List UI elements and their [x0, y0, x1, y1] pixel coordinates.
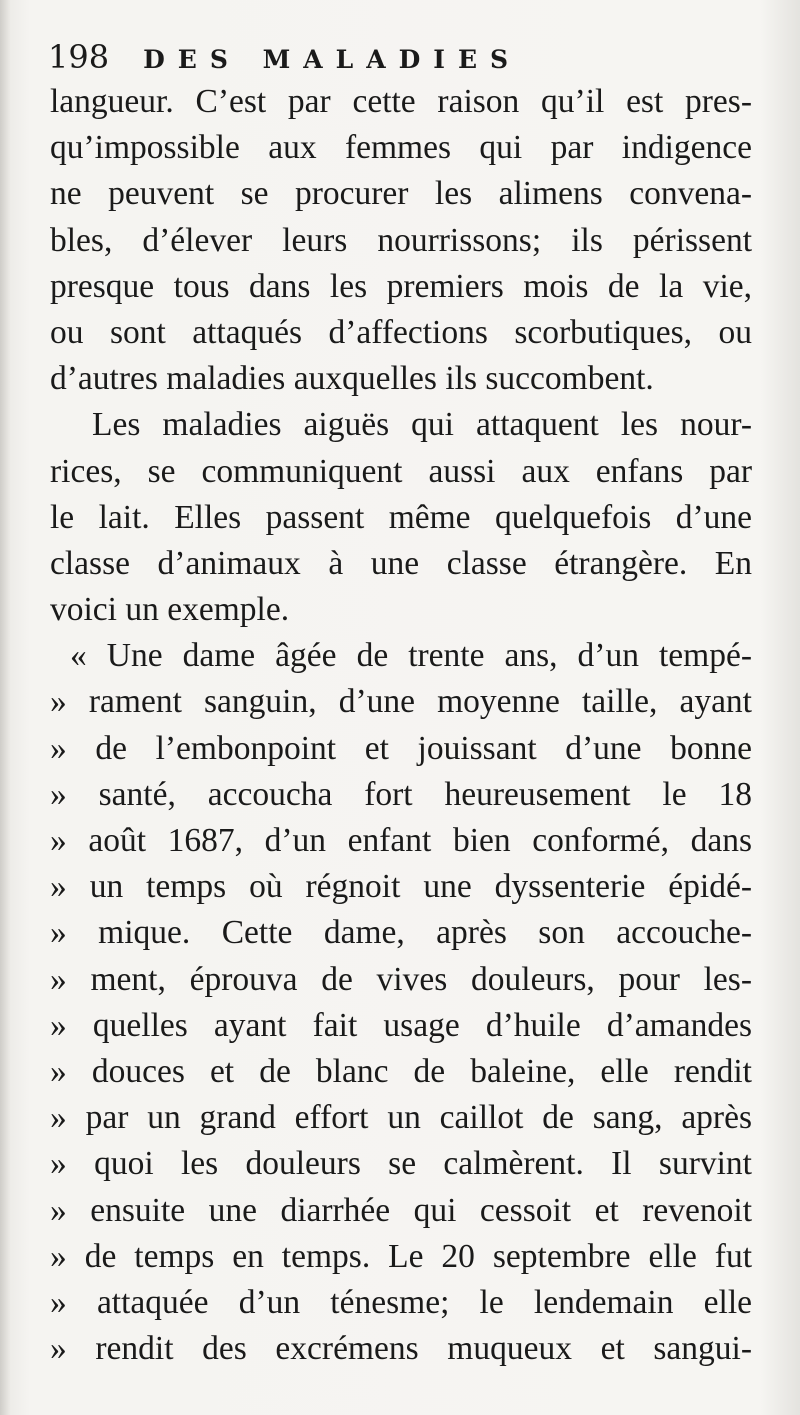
quotation-line: » quelles ayant fait usage d’huile d’amandes: [50, 1006, 752, 1044]
paragraph-start-line: Les maladies aiguës qui attaquent les nour-: [92, 406, 752, 444]
quotation-line: » ensuite une diarrhée qui cessoit et revenoit: [50, 1191, 752, 1229]
text-line: rices, se communiquent aussi aux enfans par: [50, 452, 752, 490]
text-line: classe d’animaux à une classe étrangère. En: [50, 544, 752, 582]
running-title: DES MALADIES: [143, 45, 522, 74]
text-line: qu’impossible aux femmes qui par indigence: [50, 129, 752, 167]
text-line: ne peuvent se procurer les alimens convena-: [50, 175, 752, 213]
text-line: langueur. C’est par cette raison qu’il est pres-: [50, 83, 752, 120]
quotation-line: » mique. Cette dame, après son accouche-: [50, 914, 752, 952]
running-head: [48, 38, 760, 82]
quotation-line: » rendit des excrémens muqueux et sangui-: [50, 1330, 752, 1368]
quotation-line: » santé, accoucha fort heureusement le 18: [50, 775, 752, 813]
quotation-line: » un temps où régnoit une dyssenterie épidé-: [50, 868, 752, 906]
quotation-line: » de l’embonpoint et jouissant d’une bonne: [50, 729, 752, 767]
text-line: voici un exemple.: [50, 591, 290, 629]
quotation-line: » attaquée d’un ténesme; le lendemain elle: [50, 1283, 752, 1321]
quotation-line: » rament sanguin, d’une moyenne taille, ayant: [50, 683, 752, 721]
quotation-start-line: « Une dame âgée de trente ans, d’un tempé-: [70, 637, 752, 675]
quotation-line: » quoi les douleurs se calmèrent. Il survint: [50, 1145, 752, 1183]
quotation-line: » par un grand effort un caillot de sang, après: [50, 1099, 752, 1137]
text-line: presque tous dans les premiers mois de la vie,: [50, 267, 752, 305]
page-number: 198: [48, 38, 110, 76]
text-line: bles, d’élever leurs nourrissons; ils périssent: [50, 221, 752, 259]
body-text: [50, 79, 752, 1372]
quotation-line: » de temps en temps. Le 20 septembre elle fut: [50, 1237, 752, 1275]
quotation-line: » douces et de blanc de baleine, elle rendit: [50, 1052, 752, 1090]
text-line: ou sont attaqués d’affections scorbutiques, ou: [50, 313, 752, 351]
quotation-line: » août 1687, d’un enfant bien conformé, dans: [50, 822, 752, 859]
text-line: d’autres maladies auxquelles ils succombent.: [50, 360, 654, 398]
quotation-line: » ment, éprouva de vives douleurs, pour les-: [50, 960, 752, 998]
page-gutter-shadow: [0, 0, 10, 1415]
text-line: le lait. Elles passent même quelquefois d’une: [50, 498, 752, 536]
